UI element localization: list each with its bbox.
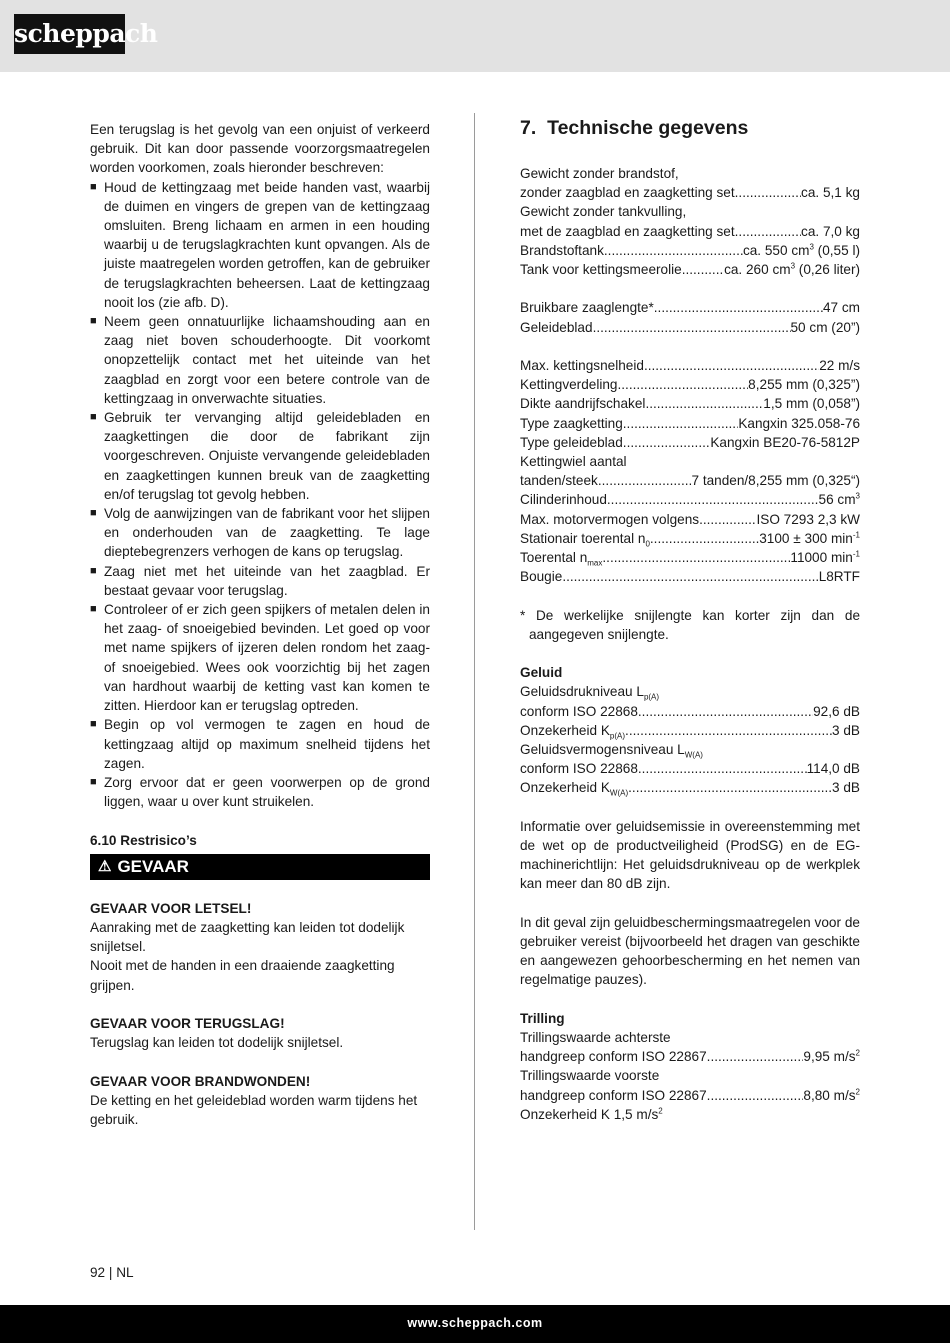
warning-triangle-icon: ⚠ (98, 857, 112, 875)
spec-row: Onzekerheid $K_{W(A)}$ ..... 3 dB (520, 778, 860, 797)
bullet-square-icon: ■ (90, 718, 97, 731)
spec-prefix: Trillingswaarde achterste (520, 1030, 671, 1046)
spec-row: Bougie ..... L8RTF (520, 567, 860, 586)
scheppach-logo: scheppach (14, 14, 125, 54)
spec-row: Max. kettingsnelheid ..... 22 m/s (520, 356, 860, 375)
list-item: ■ Controleer of er zich geen spijkers of metalen delen in het zaag- of snoeigebied bevinden. Let goed op voor met name spijkers of ijzeren delen rondom het zaag- of snoeigebied. Wees ook voorzichtig bij het zagen van hardhout waarbij de ketting vast kan komen te zitten. Hierdoor kan er terugslag optreden. (90, 600, 430, 715)
warning-title: GEVAAR VOOR TERUGSLAG! (90, 1015, 285, 1031)
spec-row: Dikte aandrijfschakel ..... 1,5 mm (0,058”) (520, 394, 860, 413)
spec-row: zonder zaagblad en zaagketting set ..... ca. 5,1 kg (520, 183, 860, 202)
list-item: ■ Gebruik ter vervanging altijd geleidebladen en zaagkettingen die door de fabrikant zijn voorgeschreven. Onjuiste vervangende geleidebladen en zaagkettingen kunnen breuk van de zaagketting en/of terugslag tot gevolg hebben. (90, 408, 430, 504)
section-heading: 6.10 Restrisico’s (90, 833, 197, 849)
website-link[interactable]: www.scheppach.com (407, 1316, 543, 1330)
footnote: * De werkelijke snijlengte kan korter zijn dan de aangegeven snijlengte. (520, 607, 860, 642)
spec-row: Tank voor kettingsmeerolie ..... ca. 260 $cm^3$ (0,26 liter) (520, 260, 860, 279)
list-item: ■ Zaag niet met het uiteinde van het zaagblad. Er bestaat gevaar voor terugslag. (90, 562, 430, 600)
spec-prefix: Kettingwiel aantal (520, 454, 627, 470)
spec-row: met de zaagblad en zaagketting set ..... ca. 7,0 kg (520, 222, 860, 241)
spec-row: conform ISO 22868 ..... 92,6 dB (520, 702, 860, 721)
spec-prefix: Geluidsvermogensniveau $L_{W(A)}$ (520, 742, 703, 760)
info-paragraph: In dit geval zijn geluidbeschermingsmaatregelen voor de gebruiker vereist (bijvoorbeeld het dragen van geschikte en aangewezen gehoorbescherming en het nemen van regelmatige pauzes). (520, 914, 860, 988)
warning-text: De ketting en het geleideblad worden warm tijdens het gebruik. (90, 1092, 418, 1127)
spec-prefix: Gewicht zonder brandstof, (520, 166, 679, 181)
sound-heading: Geluid (520, 665, 563, 681)
bullet-square-icon: ■ (90, 564, 97, 577)
spec-row: Onzekerheid $K_{p(A)}$ ..... 3 dB (520, 721, 860, 740)
bullet-square-icon: ■ (90, 775, 97, 788)
list-item: ■ Houd de kettingzaag met beide handen vast, waarbij de duimen en vingers de grepen van de kettingzaag omsluiten. Breng lichaam en armen in een houding waarbij u de terugslagkrachten kunt opvangen. Als de juiste maatregelen worden getroffen, kan de gebruiker de terugslagkrachten beheersen. Laat de kettingzaag nooit los (zie afb. D). (90, 178, 430, 312)
spec-prefix: Gewicht zonder tankvulling, (520, 204, 687, 220)
list-item: ■ Begin op vol vermogen te zagen en houd de kettingzaag altijd op maximum snelheid tijdens het zagen. (90, 715, 430, 773)
right-column (520, 117, 860, 1124)
header-bar (0, 0, 950, 72)
bullet-square-icon: ■ (90, 315, 97, 328)
bullet-square-icon: ■ (90, 180, 97, 193)
spec-row: handgreep conform ISO 22867 ..... 9,95 $m/s^2$ (520, 1047, 860, 1066)
spec-row: Brandstoftank ..... ca. 550 $cm^3$ (0,55 l) (520, 241, 860, 260)
spec-prefix: Geluidsdrukniveau $L_{p(A)}$ (520, 684, 660, 703)
list-item: ■ Zorg ervoor dat er geen voorwerpen op de grond liggen, waar u over kunt struikelen. (90, 773, 430, 811)
vibration-heading: Trilling (520, 1010, 565, 1026)
spec-line: Onzekerheid K 1,5 $m/s^2$ (520, 1106, 663, 1122)
spec-row: Stationair toerental $n_0$ ..... 3100 ± 300 $\min^{-1}$ (520, 529, 860, 548)
spec-row: Cilinderinhoud ..... 56 $cm^3$ (520, 490, 860, 509)
spec-row: tanden/steek ..... 7 tanden/8,255 mm (0,325“) (520, 471, 860, 490)
intro-paragraph: Een terugslag is het gevolg van een onjuist of verkeerd gebruik. Dit kan door passende voorzorgsmaatregelen worden voorkomen, zoals hieronder beschreven: (90, 122, 430, 176)
spec-row: Kettingverdeling ..... 8,255 mm (0,325”) (520, 375, 860, 394)
list-item: ■ Volg de aanwijzingen van de fabrikant voor het slijpen en onderhouden van de zaagketting. Te lage dieptebegrenzers verhogen de kans op terugslag. (90, 504, 430, 562)
spec-row: Bruikbare zaaglengte* ..... 47 cm (520, 298, 860, 317)
spec-row: handgreep conform ISO 22867 ..... 8,80 $m/s^2$ (520, 1086, 860, 1105)
warning-text: Nooit met de handen in een draaiende zaagketting grijpen. (90, 958, 395, 993)
column-divider (474, 113, 475, 1230)
bullet-square-icon: ■ (90, 603, 97, 616)
warning-title: GEVAAR VOOR LETSEL! (90, 900, 252, 916)
danger-banner: ⚠ GEVAAR (90, 854, 430, 880)
warning-text: Aanraking met de zaagketting kan leiden tot dodelijk snijletsel. (90, 919, 405, 955)
spec-row: conform ISO 22868 ..... 114,0 dB (520, 759, 860, 778)
page-number: 92 | NL (90, 1265, 134, 1280)
warning-title: GEVAAR VOOR BRANDWONDEN! (90, 1073, 311, 1089)
left-column (90, 120, 430, 1129)
bullet-square-icon: ■ (90, 507, 97, 520)
spec-row: Type geleideblad ..... Kangxin BE20-76-5812P (520, 433, 860, 452)
spec-row: Toerental $n_{max}$ ..... 11000 $\min^{-1}$ (520, 548, 860, 567)
footer-bar (0, 1305, 950, 1343)
spec-row: Max. motorvermogen volgens ..... ISO 7293 2,3 kW (520, 510, 860, 529)
section-heading: 7. Technische gegevens (520, 117, 749, 139)
spec-row: Type zaagketting ..... Kangxin 325.058-76 (520, 414, 860, 433)
spec-row: Geleideblad ..... 50 cm (20”) (520, 318, 860, 337)
bullet-square-icon: ■ (90, 411, 97, 424)
warning-text: Terugslag kan leiden tot dodelijk snijletsel. (90, 1035, 344, 1051)
info-paragraph: Informatie over geluidsemissie in overeenstemming met de wet op de productveiligheid (ProdSG) en de EG-machinerichtlijn: Het geluidsdrukniveau op de werkplek kan meer dan 80 dB zijn. (520, 818, 860, 892)
list-item: ■ Neem geen onnatuurlijke lichaamshouding aan en zaag niet boven schouderhoogte. Dit voorkomt onopzettelijk contact met het uiteinde van het zaagblad en zorgt voor een betere controle van de kettingzaag in onverwachte situaties. (90, 312, 430, 408)
spec-prefix: Trillingswaarde voorste (520, 1068, 660, 1084)
